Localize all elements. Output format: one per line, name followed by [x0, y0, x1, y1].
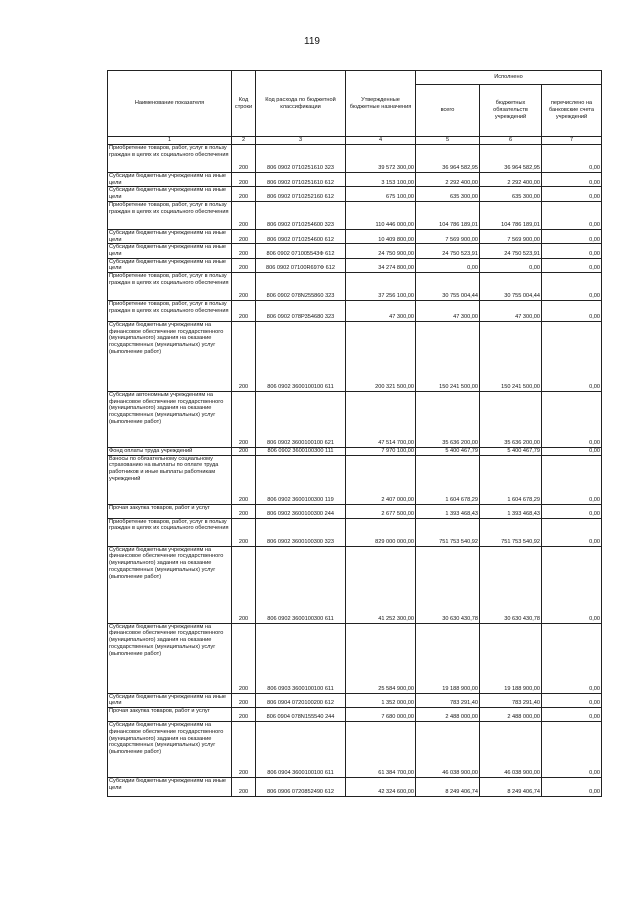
table-row [108, 322, 602, 392]
table-row [108, 518, 602, 546]
row-obligations-cell: 7 569 900,00 [480, 229, 542, 243]
table-row [108, 201, 602, 229]
table-row [108, 258, 602, 272]
row-approved-cell: 2 407 000,00 [346, 455, 416, 504]
row-kbk-cell: 806 0902 3600100100 611 [256, 322, 346, 392]
row-name-cell: Взносы по обязательному социальному страхованию на выплаты по оплате труда работников и иные выплаты работникам учреждений [108, 455, 232, 504]
row-total-cell: 751 753 540,92 [416, 518, 480, 546]
row-approved-cell: 3 153 100,00 [346, 173, 416, 187]
row-approved-cell: 1 352 000,00 [346, 693, 416, 707]
row-total-cell: 30 630 430,78 [416, 546, 480, 623]
budget-execution-table [107, 70, 602, 797]
row-approved-cell: 25 584 900,00 [346, 623, 416, 693]
row-total-cell: 19 188 900,00 [416, 623, 480, 693]
row-name-cell: Субсидии бюджетным учреждениям на финансовое обеспечение государственного (муниципального) задания на оказание государственных (муниципальных) услуг (выполнение работ) [108, 623, 232, 693]
row-code-cell: 200 [232, 504, 256, 518]
table-row [108, 145, 602, 173]
row-name-cell: Субсидии автономным учреждениям на финансовое обеспечение государственного (муниципального) задания на оказание государственных (муниципальных) услуг (выполнение работ) [108, 392, 232, 448]
row-approved-cell: 24 750 900,00 [346, 244, 416, 258]
row-kbk-cell: 806 0902 078P354680 323 [256, 301, 346, 322]
row-total-cell: 1 393 468,43 [416, 504, 480, 518]
row-code-cell: 200 [232, 708, 256, 722]
row-name-cell: Субсидии бюджетным учреждениям на финансовое обеспечение государственного (муниципального) задания на оказание государственных (муниципальных) услуг (выполнение работ) [108, 322, 232, 392]
column-number: 3 [256, 137, 346, 145]
row-kbk-cell: 806 0902 3600100300 244 [256, 504, 346, 518]
header-executed: Исполнено [416, 71, 602, 85]
row-obligations-cell: 150 241 500,00 [480, 322, 542, 392]
row-code-cell: 200 [232, 778, 256, 797]
row-name-cell: Прочая закупка товаров, работ и услуг [108, 708, 232, 722]
row-kbk-cell: 806 0902 071005543Ф 612 [256, 244, 346, 258]
row-obligations-cell: 0,00 [480, 258, 542, 272]
row-obligations-cell: 1 604 678,29 [480, 455, 542, 504]
table-row [108, 244, 602, 258]
row-code-cell: 200 [232, 229, 256, 243]
row-approved-cell: 7 970 100,00 [346, 448, 416, 456]
row-obligations-cell: 47 300,00 [480, 301, 542, 322]
row-transferred-cell: 0,00 [542, 145, 602, 173]
row-total-cell: 2 488 000,00 [416, 708, 480, 722]
row-transferred-cell: 0,00 [542, 258, 602, 272]
row-transferred-cell: 0,00 [542, 708, 602, 722]
header-kbk: Код расхода по бюджетной классификации [256, 71, 346, 137]
row-approved-cell: 47 300,00 [346, 301, 416, 322]
row-kbk-cell: 806 0902 07100R697Ф 612 [256, 258, 346, 272]
column-number: 1 [108, 137, 232, 145]
row-transferred-cell: 0,00 [542, 693, 602, 707]
column-number: 2 [232, 137, 256, 145]
row-obligations-cell: 35 636 200,00 [480, 392, 542, 448]
table-row [108, 173, 602, 187]
row-name-cell: Субсидии бюджетным учреждениям на финансовое обеспечение государственного (муниципального) задания на оказание государственных (муниципальных) услуг (выполнение работ) [108, 722, 232, 778]
row-kbk-cell: 806 0906 0720852490 612 [256, 778, 346, 797]
row-total-cell: 35 636 200,00 [416, 392, 480, 448]
row-name-cell: Приобретение товаров, работ, услуг в пользу граждан в целях их социального обеспечения [108, 301, 232, 322]
row-transferred-cell: 0,00 [542, 623, 602, 693]
row-total-cell: 635 300,00 [416, 187, 480, 201]
row-total-cell: 0,00 [416, 258, 480, 272]
row-transferred-cell: 0,00 [542, 273, 602, 301]
row-approved-cell: 675 100,00 [346, 187, 416, 201]
row-name-cell: Субсидии бюджетным учреждениям на иные цели [108, 229, 232, 243]
table-row [108, 722, 602, 778]
row-transferred-cell: 0,00 [542, 504, 602, 518]
row-name-cell: Приобретение товаров, работ, услуг в пользу граждан в целях их социального обеспечения [108, 518, 232, 546]
row-kbk-cell: 806 0902 0710254600 612 [256, 229, 346, 243]
table-row [108, 273, 602, 301]
table-row [108, 392, 602, 448]
column-number: 7 [542, 137, 602, 145]
row-obligations-cell: 5 400 467,79 [480, 448, 542, 456]
row-total-cell: 7 569 900,00 [416, 229, 480, 243]
row-name-cell: Фонд оплаты труда учреждений [108, 448, 232, 456]
row-name-cell: Субсидии бюджетным учреждениям на иные цели [108, 778, 232, 797]
row-kbk-cell: 806 0902 078N255860 323 [256, 273, 346, 301]
row-total-cell: 36 964 582,95 [416, 145, 480, 173]
row-code-cell: 200 [232, 722, 256, 778]
row-kbk-cell: 806 0902 3600100100 621 [256, 392, 346, 448]
row-name-cell: Прочая закупка товаров, работ и услуг [108, 504, 232, 518]
row-obligations-cell: 24 750 523,91 [480, 244, 542, 258]
row-transferred-cell: 0,00 [542, 455, 602, 504]
header-approved: Утвержденные бюджетные назначения [346, 71, 416, 137]
row-total-cell: 30 755 004,44 [416, 273, 480, 301]
table-row [108, 229, 602, 243]
row-kbk-cell: 806 0902 0710252160 612 [256, 187, 346, 201]
column-numbers-row [108, 137, 602, 145]
row-approved-cell: 34 274 800,00 [346, 258, 416, 272]
row-kbk-cell: 806 0902 3600100300 611 [256, 546, 346, 623]
row-approved-cell: 7 680 000,00 [346, 708, 416, 722]
row-transferred-cell: 0,00 [542, 201, 602, 229]
row-transferred-cell: 0,00 [542, 778, 602, 797]
column-number: 5 [416, 137, 480, 145]
row-code-cell: 200 [232, 455, 256, 504]
table-row [108, 187, 602, 201]
row-obligations-cell: 2 488 000,00 [480, 708, 542, 722]
table-row [108, 448, 602, 456]
row-code-cell: 200 [232, 301, 256, 322]
row-name-cell: Субсидии бюджетным учреждениям на иные цели [108, 187, 232, 201]
row-approved-cell: 47 514 700,00 [346, 392, 416, 448]
row-approved-cell: 42 324 600,00 [346, 778, 416, 797]
row-total-cell: 46 038 900,00 [416, 722, 480, 778]
row-kbk-cell: 806 0904 0720100200 612 [256, 693, 346, 707]
row-obligations-cell: 30 630 430,78 [480, 546, 542, 623]
row-transferred-cell: 0,00 [542, 301, 602, 322]
row-transferred-cell: 0,00 [542, 229, 602, 243]
row-name-cell: Субсидии бюджетным учреждениям на иные цели [108, 244, 232, 258]
row-approved-cell: 61 384 700,00 [346, 722, 416, 778]
row-obligations-cell: 635 300,00 [480, 187, 542, 201]
header-code: Код строки [232, 71, 256, 137]
row-total-cell: 47 300,00 [416, 301, 480, 322]
column-number: 4 [346, 137, 416, 145]
row-obligations-cell: 46 038 900,00 [480, 722, 542, 778]
row-total-cell: 24 750 523,91 [416, 244, 480, 258]
row-approved-cell: 2 677 500,00 [346, 504, 416, 518]
column-number: 6 [480, 137, 542, 145]
row-transferred-cell: 0,00 [542, 187, 602, 201]
row-approved-cell: 37 256 100,00 [346, 273, 416, 301]
table-row [108, 301, 602, 322]
page-number: 119 [304, 36, 320, 47]
row-code-cell: 200 [232, 546, 256, 623]
row-code-cell: 200 [232, 322, 256, 392]
row-code-cell: 200 [232, 518, 256, 546]
row-transferred-cell: 0,00 [542, 546, 602, 623]
table-body [108, 145, 602, 797]
table-row [108, 778, 602, 797]
row-kbk-cell: 806 0903 3600100100 611 [256, 623, 346, 693]
row-name-cell: Приобретение товаров, работ, услуг в пользу граждан в целях их социального обеспечения [108, 273, 232, 301]
row-kbk-cell: 806 0904 3600100100 611 [256, 722, 346, 778]
header-transferred: перечислено на банковские счета учреждений [542, 85, 602, 137]
row-name-cell: Приобретение товаров, работ, услуг в пользу граждан в целях их социального обеспечения [108, 145, 232, 173]
row-obligations-cell: 751 753 540,92 [480, 518, 542, 546]
row-kbk-cell: 806 0902 0710251610 612 [256, 173, 346, 187]
row-code-cell: 200 [232, 448, 256, 456]
row-approved-cell: 110 446 000,00 [346, 201, 416, 229]
row-name-cell: Субсидии бюджетным учреждениям на иные цели [108, 258, 232, 272]
row-code-cell: 200 [232, 244, 256, 258]
row-obligations-cell: 2 292 400,00 [480, 173, 542, 187]
row-approved-cell: 10 409 800,00 [346, 229, 416, 243]
row-total-cell: 5 400 467,79 [416, 448, 480, 456]
row-name-cell: Субсидии бюджетным учреждениям на иные цели [108, 173, 232, 187]
row-obligations-cell: 30 755 004,44 [480, 273, 542, 301]
row-code-cell: 200 [232, 623, 256, 693]
row-total-cell: 783 291,40 [416, 693, 480, 707]
row-obligations-cell: 36 964 582,95 [480, 145, 542, 173]
row-code-cell: 200 [232, 258, 256, 272]
row-kbk-cell: 806 0902 3600100300 111 [256, 448, 346, 456]
row-transferred-cell: 0,00 [542, 322, 602, 392]
row-kbk-cell: 806 0902 3600100300 119 [256, 455, 346, 504]
row-name-cell: Субсидии бюджетным учреждениям на финансовое обеспечение государственного (муниципального) задания на оказание государственных (муниципальных) услуг (выполнение работ) [108, 546, 232, 623]
row-code-cell: 200 [232, 693, 256, 707]
header-total: всего [416, 85, 480, 137]
row-total-cell: 1 604 678,29 [416, 455, 480, 504]
row-transferred-cell: 0,00 [542, 244, 602, 258]
row-approved-cell: 200 321 500,00 [346, 322, 416, 392]
row-name-cell: Субсидии бюджетным учреждениям на иные цели [108, 693, 232, 707]
row-obligations-cell: 783 291,40 [480, 693, 542, 707]
row-code-cell: 200 [232, 145, 256, 173]
row-name-cell: Приобретение товаров, работ, услуг в пользу граждан в целях их социального обеспечения [108, 201, 232, 229]
row-transferred-cell: 0,00 [542, 392, 602, 448]
row-total-cell: 8 249 406,74 [416, 778, 480, 797]
row-code-cell: 200 [232, 201, 256, 229]
row-total-cell: 2 292 400,00 [416, 173, 480, 187]
table-row [108, 693, 602, 707]
row-kbk-cell: 806 0902 3600100300 323 [256, 518, 346, 546]
row-transferred-cell: 0,00 [542, 173, 602, 187]
row-approved-cell: 39 572 300,00 [346, 145, 416, 173]
row-kbk-cell: 806 0902 0710254600 323 [256, 201, 346, 229]
row-obligations-cell: 104 786 189,01 [480, 201, 542, 229]
row-transferred-cell: 0,00 [542, 518, 602, 546]
header-name: Наименование показателя [108, 71, 232, 137]
row-obligations-cell: 8 249 406,74 [480, 778, 542, 797]
row-transferred-cell: 0,00 [542, 722, 602, 778]
table-row [108, 504, 602, 518]
header-obligations: бюджетных обязательств учреждений [480, 85, 542, 137]
row-kbk-cell: 806 0904 078N155540 244 [256, 708, 346, 722]
table-row [108, 623, 602, 693]
row-obligations-cell: 1 393 468,43 [480, 504, 542, 518]
row-obligations-cell: 19 188 900,00 [480, 623, 542, 693]
row-code-cell: 200 [232, 187, 256, 201]
table-row [108, 455, 602, 504]
row-approved-cell: 829 000 000,00 [346, 518, 416, 546]
row-total-cell: 104 786 189,01 [416, 201, 480, 229]
row-code-cell: 200 [232, 273, 256, 301]
row-approved-cell: 41 252 300,00 [346, 546, 416, 623]
row-kbk-cell: 806 0902 0710251610 323 [256, 145, 346, 173]
row-transferred-cell: 0,00 [542, 448, 602, 456]
row-code-cell: 200 [232, 392, 256, 448]
table-row [108, 708, 602, 722]
row-total-cell: 150 241 500,00 [416, 322, 480, 392]
row-code-cell: 200 [232, 173, 256, 187]
table-row [108, 546, 602, 623]
